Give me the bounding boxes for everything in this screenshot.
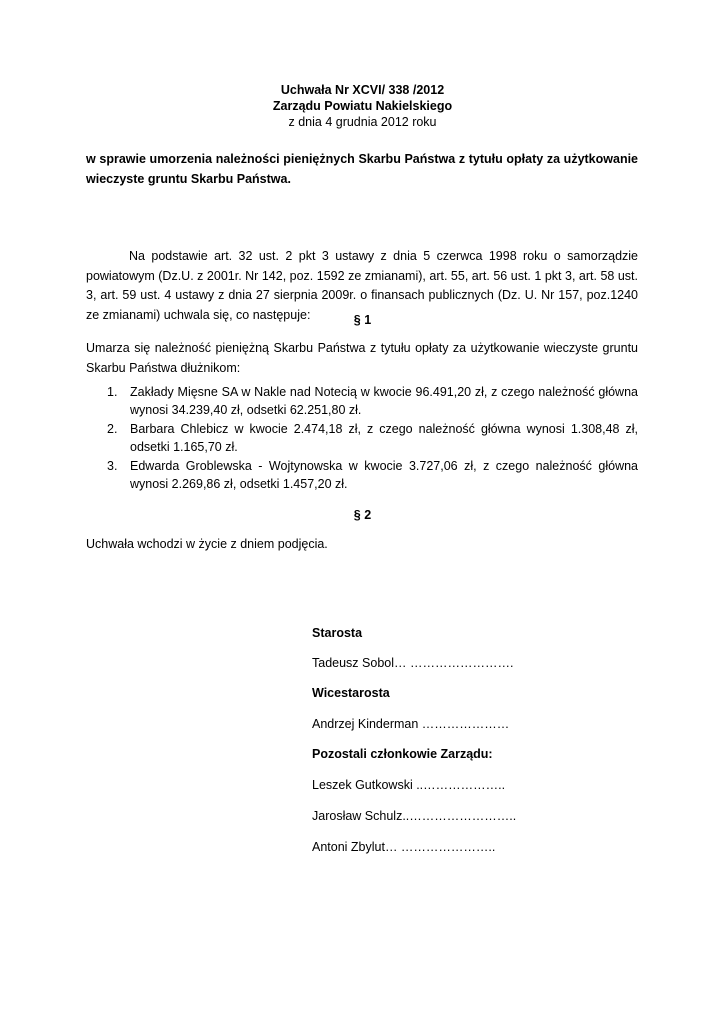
section-1-mark: § 1	[353, 313, 372, 327]
resolution-date: z dnia 4 grudnia 2012 roku	[288, 115, 437, 129]
list-item-text: Barbara Chlebicz w kwocie 2.474,18 zł, z czego należność główna wynosi 1.308,48 zł, odsetki 1.165,70 zł.	[130, 422, 638, 454]
legal-basis: Na podstawie art. 32 ust. 2 pkt 3 ustawy z dnia 5 czerwca 1998 roku o samorządzie powiatowym (Dz.U. z 2001r. Nr 142, poz. 1592 ze zmianami), art. 55, art. 56 ust. 1 pkt 3, art. 58 ust. 3, art. 59 ust. 4 ustawy z dnia 27 sierpnia 2009r. o finansach publicznych (Dz. U. Nr 157, poz.1240 ze zmianami) uchwala się, co następuje:	[86, 249, 638, 322]
list-item	[86, 384, 638, 419]
list-item-number: 1.	[107, 385, 118, 399]
wicestarosta-signature: Andrzej Kinderman …………………	[312, 717, 510, 731]
member-signature-2: Jarosław Schulz..……………………..	[312, 809, 517, 823]
member-signature-1: Leszek Gutkowski ..………………..	[312, 778, 506, 792]
list-item	[86, 458, 638, 493]
list-item-text: Edwarda Groblewska - Wojtynowska w kwocie 3.727,06 zł, z czego należność główna wynosi 2.269,86 zł, odsetki 1.457,20 zł.	[130, 459, 638, 491]
section-1-text: Umarza się należność pieniężną Skarbu Państwa z tytułu opłaty za użytkowanie wieczyste gruntu Skarbu Państwa dłużnikom:	[86, 341, 638, 375]
board-name: Zarządu Powiatu Nakielskiego	[272, 99, 453, 113]
section-2-mark: § 2	[353, 508, 372, 522]
list-item-number: 2.	[107, 422, 118, 436]
starosta-signature: Tadeusz Sobol… …………………….	[312, 656, 514, 670]
section-2-text: Uchwała wchodzi w życie z dniem podjęcia.	[86, 537, 328, 551]
member-signature-3: Antoni Zbylut… …………………..	[312, 840, 496, 854]
list-item-text: Zakłady Mięsne SA w Nakle nad Notecią w kwocie 96.491,20 zł, z czego należność główna wynosi 34.239,40 zł, odsetki 62.251,80 zł.	[130, 385, 638, 417]
list-item	[86, 421, 638, 456]
debtor-list	[86, 384, 638, 495]
resolution-header	[0, 82, 725, 130]
resolution-number: Uchwała Nr XCVI/ 338 /2012	[280, 83, 445, 97]
wicestarosta-title: Wicestarosta	[312, 686, 390, 700]
board-members-title: Pozostali członkowie Zarządu:	[312, 747, 493, 761]
list-item-number: 3.	[107, 459, 118, 473]
starosta-title: Starosta	[312, 626, 363, 640]
resolution-subject: w sprawie umorzenia należności pieniężnych Skarbu Państwa z tytułu opłaty za użytkowanie wieczyste gruntu Skarbu Państwa.	[86, 152, 638, 186]
